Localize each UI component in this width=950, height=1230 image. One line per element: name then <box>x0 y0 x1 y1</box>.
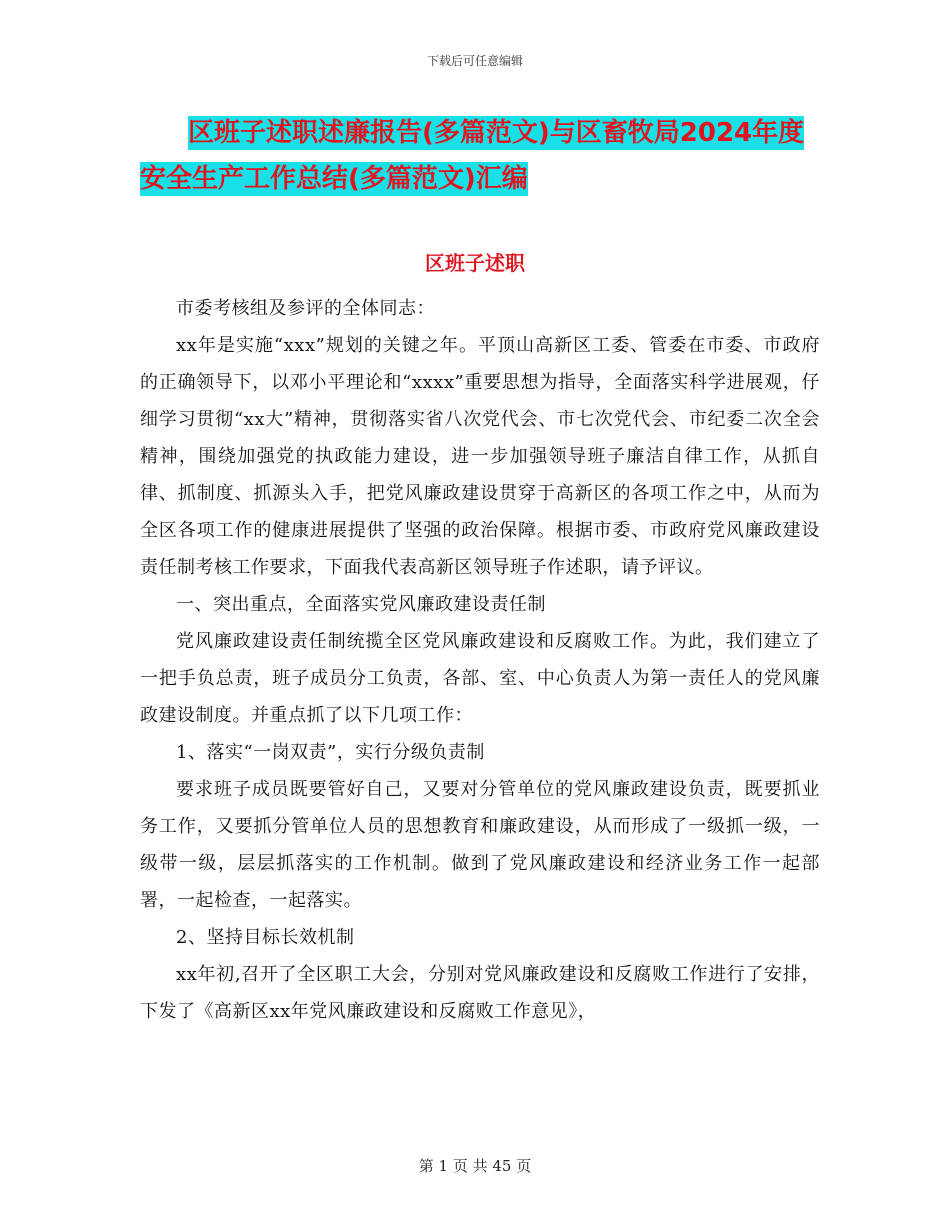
title-line-1-text: 区班子述职述廉报告(多篇范文)与区畜牧局2024年度 <box>188 118 805 148</box>
paragraph: 要求班子成员既要管好自己，又要对分管单位的党风廉政建设负责，既要抓业务工作，又要抓分管单位人员的思想教育和廉政建设，从而形成了一级抓一级，一级带一级，层层抓落实的工作机制。做到了党风廉政建设和经济业务工作一起部署，一起检查，一起落实。 <box>140 779 820 911</box>
paragraph-intro: xx年是实施“xxx”规划的关键之年。平顶山高新区工委、管委在市委、市政府的正确领导下，以邓小平理论和“xxxx”重要思想为指导，全面落实科学进展观，仔细学习贯彻“xx大”精神，贯彻落实省八次党代会、市七次党代会、市纪委二次全会精神，围绕加强党的执政能力建设，进一步加强领导班子廉洁自律工作，从抓自律、抓制度、抓源头入手，把党风廉政建设贯穿于高新区的各项工作之中，从而为全区各项工作的健康进展提供了坚强的政治保障。根据市委、市政府党风廉政建设责任制考核工作要求，下面我代表高新区领导班子作述职，请予评议。 <box>140 335 820 578</box>
paragraph: 党风廉政建设责任制统揽全区党风廉政建设和反腐败工作。为此，我们建立了一把手负总责，班子成员分工负责，各部、室、中心负责人为第一责任人的党风廉政建设制度。并重点抓了以下几项工作： <box>140 631 820 726</box>
title-line-1 <box>140 110 820 156</box>
paragraph-salutation: 市委考核组及参评的全体同志： <box>176 298 435 319</box>
title-line-2 <box>140 156 820 202</box>
document-body <box>140 290 820 1030</box>
paragraph-heading-1: 一、突出重点，全面落实党风廉政建设责任制 <box>176 594 546 615</box>
document-title <box>140 110 820 202</box>
title-line-2-text: 安全生产工作总结(多篇范文)汇编 <box>140 164 528 194</box>
paragraph-subheading-1: 1、落实“一岗双责”，实行分级负责制 <box>176 742 485 763</box>
page-header-note: 下载后可任意编辑 <box>426 54 523 68</box>
paragraph: xx年初,召开了全区职工大会，分别对党风廉政建设和反腐败工作进行了安排，下发了《高新区xx年党风廉政建设和反腐败工作意见》， <box>140 964 820 1022</box>
section-heading: 区班子述职 <box>425 251 525 275</box>
page-number: 第 1 页 共 45 页 <box>418 1157 532 1175</box>
paragraph-subheading-2: 2、坚持目标长效机制 <box>176 927 355 948</box>
